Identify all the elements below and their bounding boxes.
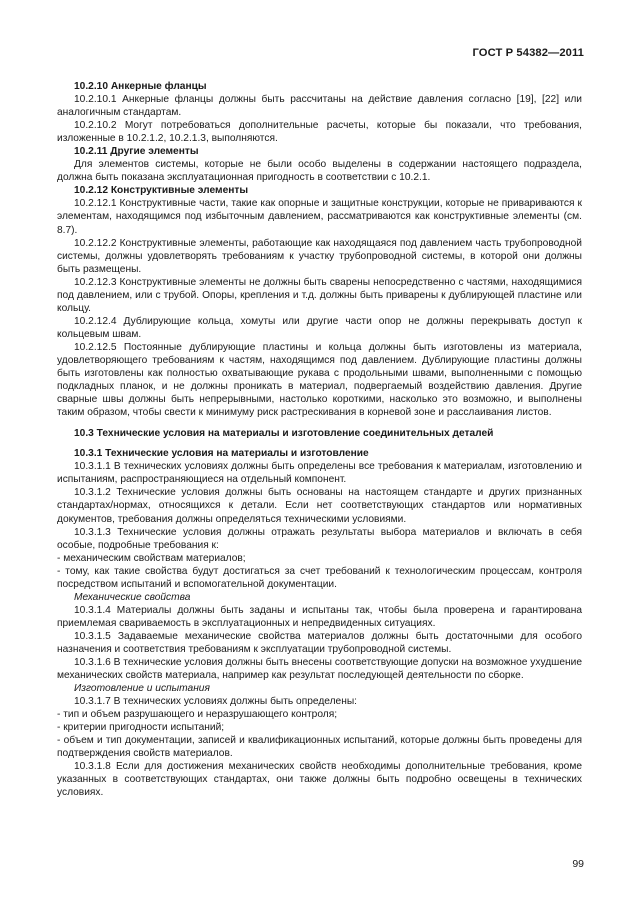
paragraph: 10.2.12.1 Конструктивные части, такие как опорные и защитные конструкции, которые не привариваются к элементам, находящимся под избыточным давлением, рассматриваются как конструктивные элементы (см. 8.7).	[57, 198, 582, 236]
page-number: 99	[572, 858, 584, 870]
paragraph: 10.2.12.3 Конструктивные элементы не должны быть сварены непосредственно с частями, находящимися под давлением, или с трубой. Опоры, крепления и т.д. должны быть приварены к дублирующей пластине или кольцу.	[57, 276, 582, 314]
section-heading-10-2-11: 10.2.11 Другие элементы	[74, 146, 199, 158]
list-item: - критерии пригодности испытаний;	[57, 722, 225, 734]
paragraph: 10.3.1.7 В технических условиях должны быть определены:	[74, 696, 357, 708]
paragraph: 10.2.12.4 Дублирующие кольца, хомуты или другие части опор не должны перекрывать доступ к кольцевым швам.	[57, 315, 582, 340]
paragraph: 10.3.1.3 Технические условия должны отражать результаты выбора материалов и включать в себя особые, подробные требования к:	[57, 526, 582, 551]
section-heading-10-3-1: 10.3.1 Технические условия на материалы и изготовление	[74, 448, 369, 460]
section-heading-10-2-12: 10.2.12 Конструктивные элементы	[74, 185, 249, 197]
list-item: - объем и тип документации, записей и квалификационных испытаний, которые должны быть проведены для подтверждения свойств материалов.	[57, 735, 582, 760]
paragraph: 10.3.1.5 Задаваемые механические свойства материалов должны быть достаточными для особого назначения и соответствия требованиям к эксплуатации трубопроводной системы.	[57, 630, 582, 655]
paragraph: 10.2.12.5 Постоянные дублирующие пластины и кольца должны быть изготовлены из материала, удовлетворяющего требованиям к частям, находящимся под давлением. Дублирующие пластины должны быть изготовлены как полностью охватывающие рукава с продольными швами, выполненными с помощью подкладных планок, и не должны проникать в материал, подвергаемый воздействию давления. Другие сварные швы должны быть непрерывными, настолько короткими, насколько это возможно, и выполнены таким образом, чтобы свести к минимуму риск растрескивания в корневой зоне и расслаивания листов.	[57, 341, 582, 419]
subheading-mechanical-properties: Механические свойства	[74, 591, 191, 603]
list-item: - тип и объем разрушающего и неразрушающего контроля;	[57, 709, 338, 721]
paragraph: 10.2.10.2 Могут потребоваться дополнительные расчеты, которые бы показали, что требования, изложенные в 10.2.1.2, 10.2.1.3, выполняются.	[57, 120, 582, 145]
standard-code: ГОСТ Р 54382—2011	[472, 47, 584, 59]
section-heading-10-2-10: 10.2.10 Анкерные фланцы	[74, 81, 207, 92]
list-item: - механическим свойствам материалов;	[57, 552, 246, 564]
list-item: - тому, как такие свойства будут достигаться за счет требований к технологическим процессам, контроля посредством испытаний и вспомогательной документации.	[57, 565, 582, 590]
paragraph: 10.3.1.4 Материалы должны быть заданы и испытаны так, чтобы была проверена и гарантирована приемлемая свариваемость в эксплуатационных и непредвиденных ситуациях.	[57, 604, 582, 629]
subheading-manufacturing-testing: Изготовление и испытания	[74, 683, 210, 695]
paragraph: 10.3.1.6 В технические условия должны быть внесены соответствующие допуски на возможное ухудшение механических свойств материала, например как результат последующей деятельности по сборке.	[57, 657, 582, 682]
paragraph: 10.3.1.8 Если для достижения механических свойств необходимы дополнительные требования, кроме указанных в соответствующих стандартах, они также должны быть подробно освещены в технических условиях.	[57, 761, 582, 799]
paragraph: 10.2.12.2 Конструктивные элементы, работающие как находящаяся под давлением часть трубопроводной системы, должны удовлетворять требованиям к участку трубопроводной системы, в которой они должны быть размещены.	[57, 237, 582, 275]
paragraph: 10.3.1.2 Технические условия должны быть основаны на настоящем стандарте и других признанных стандартах/нормах, относящихся к детали. Если нет соответствующих стандартов или нормативных документов, требования должны определяться техническими условиями.	[57, 487, 582, 525]
paragraph: 10.3.1.1 В технических условиях должны быть определены все требования к материалам, изготовлению и испытаниям, распространяющиеся на отдельный компонент.	[57, 461, 582, 486]
paragraph: 10.2.10.1 Анкерные фланцы должны быть рассчитаны на действие давления согласно [19], [22] или аналогичным стандартам.	[57, 94, 582, 119]
section-heading-10-3: 10.3 Технические условия на материалы и изготовление соединительных деталей	[74, 428, 494, 440]
document-body	[57, 80, 582, 800]
paragraph: Для элементов системы, которые не были особо выделены в содержании настоящего подраздела, должна быть показана эксплуатационная пригодность в соответствии с 10.2.1.	[57, 159, 582, 184]
